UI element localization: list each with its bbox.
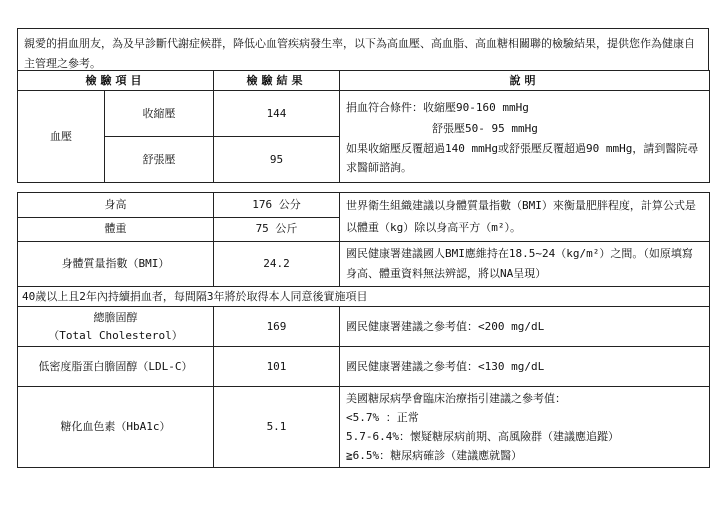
hba1c-label: 糖化血色素（HbA1c） xyxy=(18,387,214,468)
chol-label-line2: （Total Cholesterol） xyxy=(48,328,183,342)
section-note: 40歲以上且2年內持續捐血者，每間隔3年將於取得本人同意後實施項目 xyxy=(18,287,710,307)
bmi-note2: 國民健康署建議國人BMI應維持在18.5~24（kg/m²）之間。（如原填寫身高、體重資料無法辨認，將以NA呈現） xyxy=(340,242,710,287)
table-row xyxy=(18,91,710,137)
chol-label xyxy=(18,307,214,347)
bp-note-line1: 捐血符合條件：收縮壓90-160 mmHg xyxy=(346,100,529,114)
weight-label: 體重 xyxy=(18,217,214,242)
header-result: 檢驗結果 xyxy=(214,71,340,91)
bmi-note1: 世界衛生組織建議以身體質量指數（BMI）來衡量肥胖程度，計算公式是以體重（kg）除以身高平方（m²）。 xyxy=(340,193,710,242)
spacer-row xyxy=(18,183,710,193)
hba1c-note xyxy=(340,387,710,468)
systolic-value: 144 xyxy=(214,91,340,137)
table-row xyxy=(18,347,710,387)
section-row xyxy=(18,287,710,307)
header-row xyxy=(18,71,710,91)
table-row xyxy=(18,242,710,287)
report-document xyxy=(17,28,709,468)
hba1c-value: 5.1 xyxy=(214,387,340,468)
header-note: 說明 xyxy=(340,71,710,91)
chol-label-line1: 總膽固醇 xyxy=(93,310,138,324)
hba1c-note-line4: ≧6.5%：糖尿病確診（建議應就醫） xyxy=(346,449,523,462)
systolic-label: 收縮壓 xyxy=(105,91,214,137)
ldl-label: 低密度脂蛋白膽固醇（LDL-C） xyxy=(18,347,214,387)
hba1c-note-line1: 美國糖尿病學會臨床治療指引建議之參考值： xyxy=(346,392,566,405)
table-row xyxy=(18,387,710,468)
intro-text: 親愛的捐血朋友，為及早診斷代謝症候群，降低心血管疾病發生率，以下為高血壓、高血脂、高血糖相關聯的檢驗結果，提供您作為健康自主管理之參考。 xyxy=(17,28,709,70)
hba1c-note-line3: 5.7-6.4%：懷疑糖尿病前期、高風險群（建議應追蹤） xyxy=(346,430,619,443)
bmi-label: 身體質量指數（BMI） xyxy=(18,242,214,287)
bmi-value: 24.2 xyxy=(214,242,340,287)
results-table xyxy=(17,70,710,468)
ldl-value: 101 xyxy=(214,347,340,387)
bp-label: 血壓 xyxy=(18,91,105,183)
table-row xyxy=(18,193,710,218)
bp-note-line3: 如果收縮壓反覆超過140 mmHg或舒張壓反覆超過90 mmHg，請到醫院尋求醫師諮詢。 xyxy=(346,141,699,174)
bp-note-line2: 舒張壓50- 95 mmHg xyxy=(432,121,538,135)
diastolic-value: 95 xyxy=(214,137,340,183)
diastolic-label: 舒張壓 xyxy=(105,137,214,183)
height-value: 176 公分 xyxy=(214,193,340,218)
bp-note xyxy=(340,91,710,183)
table-row xyxy=(18,307,710,347)
hba1c-note-line2: <5.7% ：正常 xyxy=(346,411,419,424)
ldl-note: 國民健康署建議之參考值：<130 mg/dL xyxy=(340,347,710,387)
chol-note: 國民健康署建議之參考值：<200 mg/dL xyxy=(340,307,710,347)
height-label: 身高 xyxy=(18,193,214,218)
weight-value: 75 公斤 xyxy=(214,217,340,242)
chol-value: 169 xyxy=(214,307,340,347)
header-item: 檢驗項目 xyxy=(18,71,214,91)
